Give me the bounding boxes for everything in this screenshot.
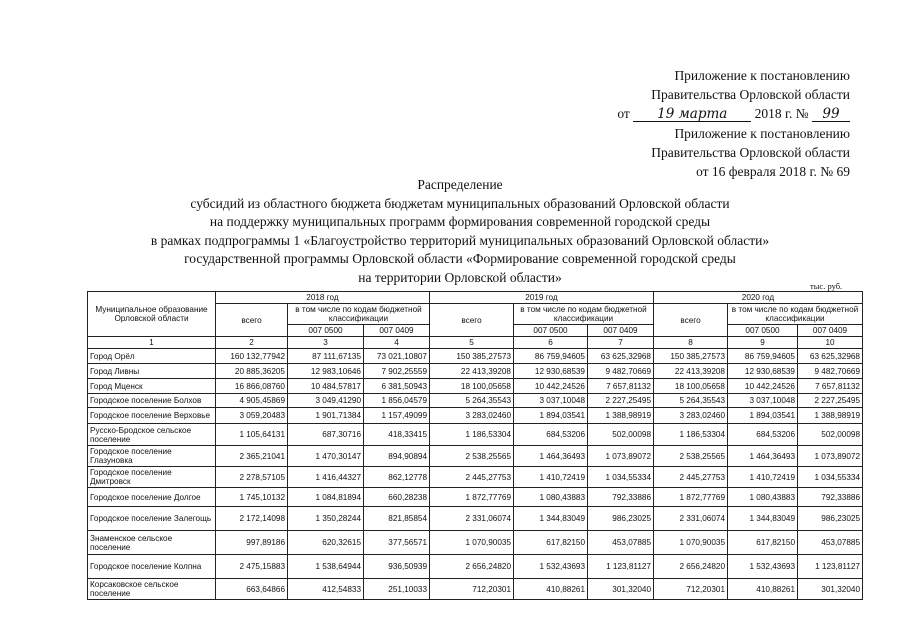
column-number: 2	[216, 337, 288, 349]
amount-cell: 1 894,03541	[514, 408, 588, 424]
table-row	[88, 446, 863, 467]
amount-cell: 684,53206	[514, 424, 588, 446]
municipality-name: Знаменское сельское поселение	[88, 531, 216, 555]
amount-cell: 986,23025	[798, 507, 863, 531]
table-row	[88, 394, 863, 408]
amount-cell: 2 475,15883	[216, 555, 288, 579]
title-line1: Распределение	[417, 177, 503, 192]
table-row	[88, 531, 863, 555]
municipality-name: Городское поселение Залегощь	[88, 507, 216, 531]
amount-cell: 86 759,94605	[514, 349, 588, 364]
amount-cell: 2 445,27753	[654, 467, 728, 488]
appendix-header-current	[560, 66, 850, 123]
amount-cell: 1 872,77769	[654, 488, 728, 507]
amount-cell: 410,88261	[728, 579, 798, 600]
amount-cell: 377,56571	[364, 531, 430, 555]
amount-cell: 453,07885	[588, 531, 654, 555]
amount-cell: 12 930,68539	[728, 364, 798, 379]
amount-cell: 418,33415	[364, 424, 430, 446]
appendix-header-date-line	[560, 104, 850, 123]
column-number: 10	[798, 337, 863, 349]
amount-cell: 3 283,02460	[430, 408, 514, 424]
header-including-2020: в том числе по кодам бюджетной классификации	[728, 304, 863, 325]
appendix-header-original	[560, 124, 850, 181]
header-total-2019: всего	[430, 304, 514, 337]
amount-cell: 1 070,90035	[654, 531, 728, 555]
table-row	[88, 349, 863, 364]
header-including-2018: в том числе по кодам бюджетной классификации	[288, 304, 430, 325]
amount-cell: 412,54833	[288, 579, 364, 600]
amount-cell: 617,82150	[514, 531, 588, 555]
column-number: 7	[588, 337, 654, 349]
amount-cell: 1 123,81127	[798, 555, 863, 579]
amount-cell: 87 111,67135	[288, 349, 364, 364]
amount-cell: 792,33886	[588, 488, 654, 507]
amount-cell: 1 532,43693	[514, 555, 588, 579]
amount-cell: 2 278,57105	[216, 467, 288, 488]
amount-cell: 3 059,20483	[216, 408, 288, 424]
header-year-2019: 2019 год	[430, 292, 654, 304]
amount-cell: 1 080,43883	[514, 488, 588, 507]
table-row	[88, 467, 863, 488]
amount-cell: 1 350,28244	[288, 507, 364, 531]
header-total-2020: всего	[654, 304, 728, 337]
municipality-name: Город Мценск	[88, 379, 216, 394]
amount-cell: 617,82150	[728, 531, 798, 555]
amount-cell: 1 344,83049	[514, 507, 588, 531]
header-including-2019: в том числе по кодам бюджетной классификации	[514, 304, 654, 325]
amount-cell: 1 034,55334	[798, 467, 863, 488]
amount-cell: 1 532,43693	[728, 555, 798, 579]
municipality-name: Город Ливны	[88, 364, 216, 379]
amount-cell: 1 105,64131	[216, 424, 288, 446]
amount-cell: 620,32615	[288, 531, 364, 555]
municipality-name: Городское поселение Дмитровск	[88, 467, 216, 488]
header-year-2018: 2018 год	[216, 292, 430, 304]
column-number: 9	[728, 337, 798, 349]
appendix-header-line2: Правительства Орловской области	[651, 87, 850, 102]
amount-cell: 1 186,53304	[430, 424, 514, 446]
table-row	[88, 364, 863, 379]
column-number: 4	[364, 337, 430, 349]
amount-cell: 684,53206	[728, 424, 798, 446]
amount-cell: 73 021,10807	[364, 349, 430, 364]
amount-cell: 10 484,57817	[288, 379, 364, 394]
amount-cell: 453,07885	[798, 531, 863, 555]
amount-cell: 6 381,50943	[364, 379, 430, 394]
header-total-2018: всего	[216, 304, 288, 337]
amount-cell: 7 657,81132	[798, 379, 863, 394]
amount-cell: 792,33886	[798, 488, 863, 507]
amount-cell: 1 901,71384	[288, 408, 364, 424]
amount-cell: 7 902,25559	[364, 364, 430, 379]
amount-cell: 1 894,03541	[728, 408, 798, 424]
amount-cell: 2 656,24820	[654, 555, 728, 579]
column-number: 6	[514, 337, 588, 349]
handwritten-number: 99	[812, 107, 850, 122]
amount-cell: 2 656,24820	[430, 555, 514, 579]
municipality-name: Городское поселение Колпна	[88, 555, 216, 579]
amount-cell: 660,28238	[364, 488, 430, 507]
amount-cell: 3 037,10048	[514, 394, 588, 408]
appendix-year-label: 2018 г. №	[754, 106, 809, 121]
amount-cell: 2 227,25495	[588, 394, 654, 408]
amount-cell: 410,88261	[514, 579, 588, 600]
original-header-line3: от 16 февраля 2018 г. № 69	[696, 164, 850, 179]
amount-cell: 12 930,68539	[514, 364, 588, 379]
amount-cell: 2 172,14098	[216, 507, 288, 531]
amount-cell: 22 413,39208	[430, 364, 514, 379]
amount-cell: 712,20301	[654, 579, 728, 600]
amount-cell: 1 073,89072	[588, 446, 654, 467]
amount-cell: 1 157,49099	[364, 408, 430, 424]
title-line5: государственной программы Орловской области «Формирование современной городской среды	[184, 251, 736, 266]
header-year-2020: 2020 год	[654, 292, 863, 304]
amount-cell: 1 123,81127	[588, 555, 654, 579]
amount-cell: 1 416,44327	[288, 467, 364, 488]
amount-cell: 2 331,06074	[430, 507, 514, 531]
amount-cell: 1 464,36493	[514, 446, 588, 467]
amount-cell: 894,90894	[364, 446, 430, 467]
column-number-row	[88, 337, 863, 349]
amount-cell: 1 464,36493	[728, 446, 798, 467]
table-row	[88, 424, 863, 446]
amount-cell: 1 034,55334	[588, 467, 654, 488]
amount-cell: 997,89186	[216, 531, 288, 555]
amount-cell: 3 283,02460	[654, 408, 728, 424]
amount-cell: 1 344,83049	[728, 507, 798, 531]
municipality-name: Городское поселение Болхов	[88, 394, 216, 408]
amount-cell: 1 070,90035	[430, 531, 514, 555]
column-number: 3	[288, 337, 364, 349]
amount-cell: 2 538,25565	[654, 446, 728, 467]
amount-cell: 301,32040	[798, 579, 863, 600]
header-municipality: Муниципальное образование Орловской области	[88, 292, 216, 337]
amount-cell: 936,50939	[364, 555, 430, 579]
amount-cell: 663,64866	[216, 579, 288, 600]
amount-cell: 18 100,05658	[430, 379, 514, 394]
amount-cell: 1 856,04579	[364, 394, 430, 408]
amount-cell: 1 470,30147	[288, 446, 364, 467]
amount-cell: 4 905,45869	[216, 394, 288, 408]
amount-cell: 9 482,70669	[588, 364, 654, 379]
header-code-0500-2019: 007 0500	[514, 325, 588, 337]
original-header-line2: Правительства Орловской области	[651, 145, 850, 160]
title-line4: в рамках подпрограммы 1 «Благоустройство территорий муниципальных образований Орловской области»	[150, 232, 770, 248]
amount-cell: 1 084,81894	[288, 488, 364, 507]
table-row	[88, 488, 863, 507]
municipality-name: Город Орёл	[88, 349, 216, 364]
column-number: 8	[654, 337, 728, 349]
amount-cell: 502,00098	[588, 424, 654, 446]
amount-cell: 16 866,08760	[216, 379, 288, 394]
amount-cell: 18 100,05658	[654, 379, 728, 394]
amount-cell: 7 657,81132	[588, 379, 654, 394]
table-row	[88, 408, 863, 424]
header-code-0409-2020: 007 0409	[798, 325, 863, 337]
amount-cell: 2 538,25565	[430, 446, 514, 467]
municipality-name: Городское поселение Верховье	[88, 408, 216, 424]
amount-cell: 3 049,41290	[288, 394, 364, 408]
municipality-name: Городское поселение Долгое	[88, 488, 216, 507]
amount-cell: 22 413,39208	[654, 364, 728, 379]
amount-cell: 9 482,70669	[798, 364, 863, 379]
municipality-name: Русско-Бродское сельское поселение	[88, 424, 216, 446]
table-row	[88, 579, 863, 600]
amount-cell: 251,10033	[364, 579, 430, 600]
amount-cell: 1 538,64944	[288, 555, 364, 579]
title-line6: на территории Орловской области»	[358, 269, 562, 285]
header-code-0500-2018: 007 0500	[288, 325, 364, 337]
amount-cell: 687,30716	[288, 424, 364, 446]
handwritten-date: 19 марта	[633, 107, 751, 122]
amount-cell: 1 388,98919	[798, 408, 863, 424]
amount-cell: 2 365,21041	[216, 446, 288, 467]
units-label: тыс. руб.	[810, 281, 843, 291]
amount-cell: 821,85854	[364, 507, 430, 531]
document-title	[60, 176, 860, 287]
amount-cell: 3 037,10048	[728, 394, 798, 408]
amount-cell: 2 445,27753	[430, 467, 514, 488]
amount-cell: 1 745,10132	[216, 488, 288, 507]
header-code-0409-2019: 007 0409	[588, 325, 654, 337]
amount-cell: 10 442,24526	[728, 379, 798, 394]
appendix-from-label: от	[617, 106, 630, 121]
amount-cell: 301,32040	[588, 579, 654, 600]
subsidy-table	[87, 291, 863, 600]
title-line2: субсидий из областного бюджета бюджетам муниципальных образований Орловской области	[190, 195, 730, 211]
table-row	[88, 507, 863, 531]
amount-cell: 86 759,94605	[728, 349, 798, 364]
appendix-header-line1: Приложение к постановлению	[674, 68, 850, 83]
amount-cell: 502,00098	[798, 424, 863, 446]
amount-cell: 862,12778	[364, 467, 430, 488]
amount-cell: 20 885,36205	[216, 364, 288, 379]
municipality-name: Городское поселение Глазуновка	[88, 446, 216, 467]
amount-cell: 10 442,24526	[514, 379, 588, 394]
amount-cell: 2 227,25495	[798, 394, 863, 408]
amount-cell: 63 625,32968	[588, 349, 654, 364]
amount-cell: 1 073,89072	[798, 446, 863, 467]
amount-cell: 150 385,27573	[430, 349, 514, 364]
amount-cell: 1 080,43883	[728, 488, 798, 507]
amount-cell: 2 331,06074	[654, 507, 728, 531]
amount-cell: 1 388,98919	[588, 408, 654, 424]
amount-cell: 1 410,72419	[514, 467, 588, 488]
amount-cell: 712,20301	[430, 579, 514, 600]
amount-cell: 1 186,53304	[654, 424, 728, 446]
amount-cell: 12 983,10646	[288, 364, 364, 379]
amount-cell: 5 264,35543	[430, 394, 514, 408]
amount-cell: 160 132,77942	[216, 349, 288, 364]
header-code-0409-2018: 007 0409	[364, 325, 430, 337]
table-row	[88, 555, 863, 579]
municipality-name: Корсаковское сельское поселение	[88, 579, 216, 600]
original-header-line1: Приложение к постановлению	[674, 126, 850, 141]
amount-cell: 1 872,77769	[430, 488, 514, 507]
amount-cell: 63 625,32968	[798, 349, 863, 364]
column-number: 1	[88, 337, 216, 349]
amount-cell: 1 410,72419	[728, 467, 798, 488]
amount-cell: 986,23025	[588, 507, 654, 531]
table-row	[88, 379, 863, 394]
column-number: 5	[430, 337, 514, 349]
amount-cell: 150 385,27573	[654, 349, 728, 364]
amount-cell: 5 264,35543	[654, 394, 728, 408]
title-line3: на поддержку муниципальных программ формирования современной городской среды	[209, 214, 711, 229]
header-code-0500-2020: 007 0500	[728, 325, 798, 337]
